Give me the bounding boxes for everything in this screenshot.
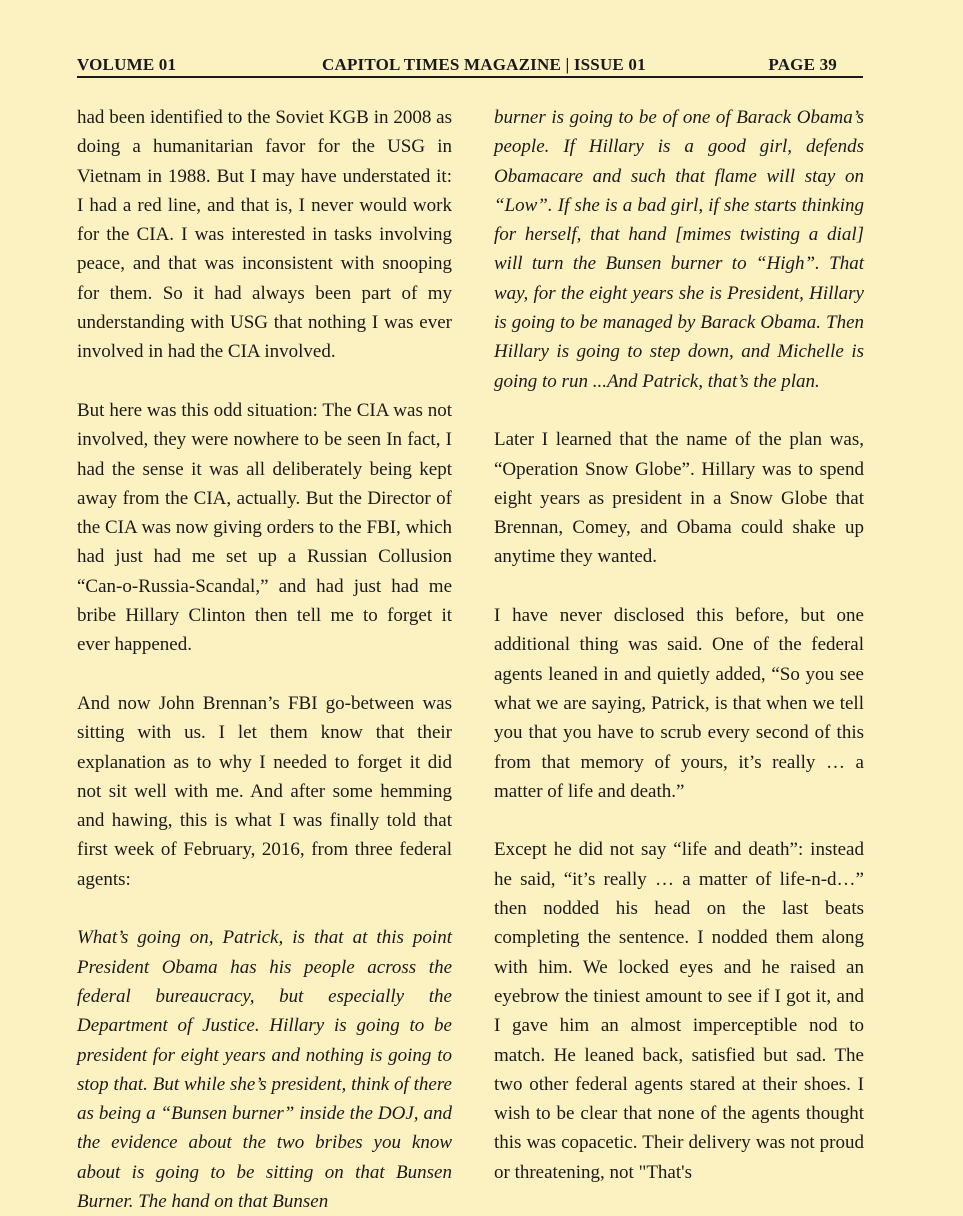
paragraph: Except he did not say “life and death”: instead he said, “it’s really … a matter of life-n-d…” then nodded his head on the last beats completing the sentence. I nodded them along with him. We locked eyes and he raised an eyebrow the tiniest amount to see if I got it, and I gave him an almost imperceptible nod to match. He leaned back, satisfied but sad. The two other federal agents stared at their shoes. I wish to be clear that none of the agents thought this was copacetic. Their delivery was not proud or threatening, not "That's <box>494 839 864 1183</box>
publication-title: CAPITOL TIMES MAGAZINE | ISSUE 01 <box>322 55 646 74</box>
paragraph: But here was this odd situation: The CIA was not involved, they were nowhere to be seen In fact, I had the sense it was all deliberately being kept away from the CIA, actually. But the Director of the CIA was now giving orders to the FBI, which had just had me set up a Russian Collusion “Can-o-Russia-Scandal,” and had just had me bribe Hillary Clinton then tell me to forget it ever happened. <box>77 399 452 656</box>
left-column <box>77 103 452 1216</box>
page-number: PAGE 39 <box>768 55 837 74</box>
right-column <box>494 103 864 1187</box>
quote-paragraph: What’s going on, Patrick, is that at this point President Obama has his people across the federal bureaucracy, but especially the Department of Justice. Hillary is going to be president for eight years and nothing is going to stop that. But while she’s president, think of there as being a “Bunsen burner” inside the DOJ, and the evidence about the two bribes you know about is going to be sitting on that Bunsen Burner. The hand on that Bunsen <box>77 927 452 1212</box>
paragraph: And now John Brennan’s FBI go-between was sitting with us. I let them know that their explanation as to why I needed to forget it did not sit well with me. And after some hemming and hawing, this is what I was finally told that first week of February, 2016, from three federal agents: <box>77 692 452 890</box>
volume-label: VOLUME 01 <box>77 55 177 74</box>
paragraph: had been identified to the Soviet KGB in 2008 as doing a humanitarian favor for the USG in Vietnam in 1988. But I may have understated it: I had a red line, and that is, I never would work for the CIA. I was interested in tasks involving peace, and that was inconsistent with snooping for them. So it had always been part of my understanding with USG that nothing I was ever involved in had the CIA involved. <box>77 107 452 363</box>
paragraph: Later I learned that the name of the plan was, “Operation Snow Globe”. Hillary was to spend eight years as president in a Snow Globe that Brennan, Comey, and Obama could shake up anytime they wanted. <box>494 429 864 568</box>
paragraph: I have never disclosed this before, but one additional thing was said. One of the federal agents leaned in and quietly added, “So you see what we are saying, Patrick, is that when we tell you that you have to scrub every second of this from that memory of yours, it’s really … a matter of life and death.” <box>494 605 864 802</box>
page-header <box>77 54 863 78</box>
quote-paragraph: burner is going to be of one of Barack Obama’s people. If Hillary is a good girl, defends Obamacare and such that flame will stay on “Low”. If she is a bad girl, if she starts thinking for herself, that hand [mimes twisting a dial] will turn the Bunsen burner to “High”. That way, for the eight years she is President, Hillary is going to be managed by Barack Obama. Then Hillary is going to step down, and Michelle is going to run ...And Patrick, that’s the plan. <box>494 107 864 392</box>
